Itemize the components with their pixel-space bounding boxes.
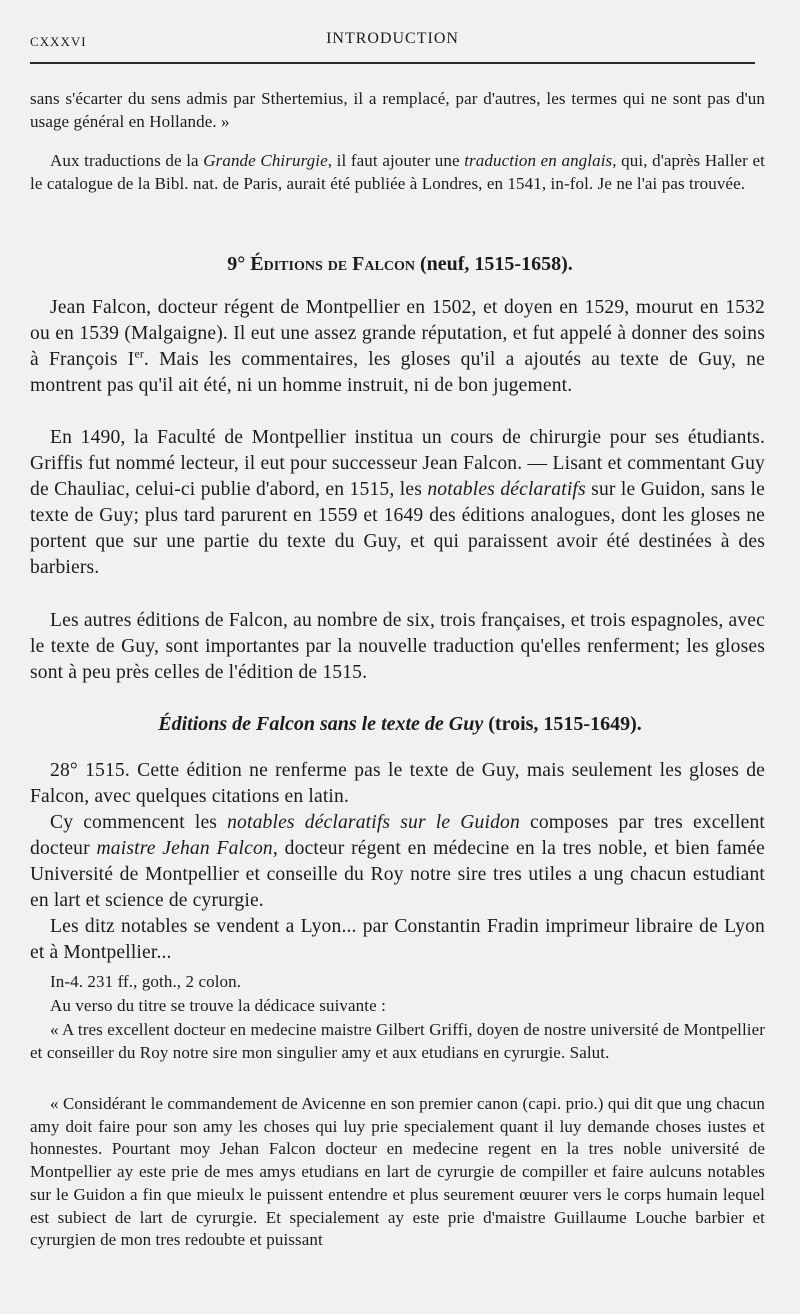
section-heading-editions-falcon: 9° Éditions de Falcon (neuf, 1515-1658). <box>227 253 573 275</box>
entry-28-1515: 28° 1515. Cette édition ne renferme pas le texte de Guy, mais seulement les gloses de Falcon, avec quelques citations en latin. <box>30 760 765 808</box>
paragraph-considerant: « Considérant le commandement de Avicenne en son premier canon (capi. prio.) qui dit que ung chacun amy doit faire pour son amy les choses qui luy prie specialement quant il luy demande choses iustes et honnestes. Pourtant moy Jehan Falcon docteur en medecine regent en la tres noble université de Montpellier ay este prie de mes amys etudians en lart de cyrurgie de compiller et faire aulcuns notables sur le Guidon a fin que mieulx le puissent entendre et plus seurement œuurer vers le corps humain lequel est subiect de lart de cyrurgie. Et specialement ay este prie d'maistre Guillaume Louche barbier et cyrurgien de mon tres redoubte et puissant <box>30 1094 765 1250</box>
paragraph-faculte-montpellier: En 1490, la Faculté de Montpellier institua un cours de chirurgie pour ses étudiants. Griffis fut nommé lecteur, il eut pour successeur Jean Falcon. — Lisant et commentant Guy de Chauliac, celui-ci publie d'abord, en 1515, les notables déclaratifs sur le Guidon, sans le texte de Guy; plus tard parurent en 1559 et 1649 des éditions analogues, dont les gloses ne portent que sur une partie du texte du Guy, et qui paraissent avoir été destinées à des barbiers. <box>30 427 766 579</box>
paragraph-autres-editions: Les autres éditions de Falcon, au nombre de six, trois françaises, et trois espagnoles, avec le texte de Guy, sont importantes par la nouvelle traduction qu'elles renferment; les gloses sont à peu près celles de l'édition de 1515. <box>30 610 765 684</box>
name-jehan-falcon: maistre Jehan Falcon <box>96 838 273 860</box>
running-title: INTRODUCTION <box>326 30 459 47</box>
paragraph-quote-end: sans s'écarter du sens admis par Sthertemius, il a remplacé, par d'autres, les termes qui ne sont pas d'un usage général en Hollande. » <box>30 89 765 131</box>
running-header <box>30 30 755 52</box>
subsection-heading: Éditions de Falcon sans le texte de Guy (trois, 1515-1649). <box>158 713 642 735</box>
paragraph-english-translation: Aux traductions de la Grande Chirurgie, il faut ajouter une traduction en anglais, qui, d'après Haller et le catalogue de la Bibl. nat. de Paris, aurait été publiée à Londres, en 1541, in-fol. Je ne l'ai pas trouvée. <box>30 151 765 193</box>
paragraph-format: In-4. 231 ff., goth., 2 colon. <box>50 972 242 991</box>
paragraph-vendent-lyon: Les ditz notables se vendent a Lyon... par Constantin Fradin imprimeur libraire de Lyon et à Montpellier... <box>30 916 765 964</box>
paragraph-cy-commencent: Cy commencent les notables déclaratifs sur le Guidon composes par tres excellent docteur maistre Jehan Falcon, docteur régent en médecine en la tres noble, et bien famée Université de Montpellier et conseille du Roy notre sire tres utiles a ung chacun estudiant en lart et science de cyrurgie. <box>30 812 766 912</box>
paragraph-jean-falcon: Jean Falcon, docteur régent de Montpellier en 1502, et doyen en 1529, mourut en 1532 ou en 1539 (Malgaigne). Il eut une assez grande réputation, et fut appelé à donner des soins à François Ier. Mais les commentaires, les gloses qu'il a ajoutés au texte de Guy, ne montrent pas qu'il ait été, ni un homme instruit, ni de bon jugement. <box>30 297 765 397</box>
title-notables-guidon: notables déclaratifs sur le Guidon <box>227 812 520 833</box>
emphasis-notables-declaratifs: notables déclaratifs <box>427 479 586 501</box>
emphasis-traduction-anglais: traduction en anglais <box>464 151 613 170</box>
paragraph-verso: Au verso du titre se trouve la dédicace suivante : <box>50 996 386 1015</box>
page-number: CXXXVI <box>30 34 87 49</box>
paragraph-dedicace: « A tres excellent docteur en medecine maistre Gilbert Griffi, doyen de nostre université de Montpellier et conseiller du Roy notre sire mon singulier amy et aux etudians en cyrurgie. Salut. <box>30 1020 765 1062</box>
header-rule <box>30 62 755 64</box>
title-grande-chirurgie: Grande Chirurgie <box>203 151 328 170</box>
